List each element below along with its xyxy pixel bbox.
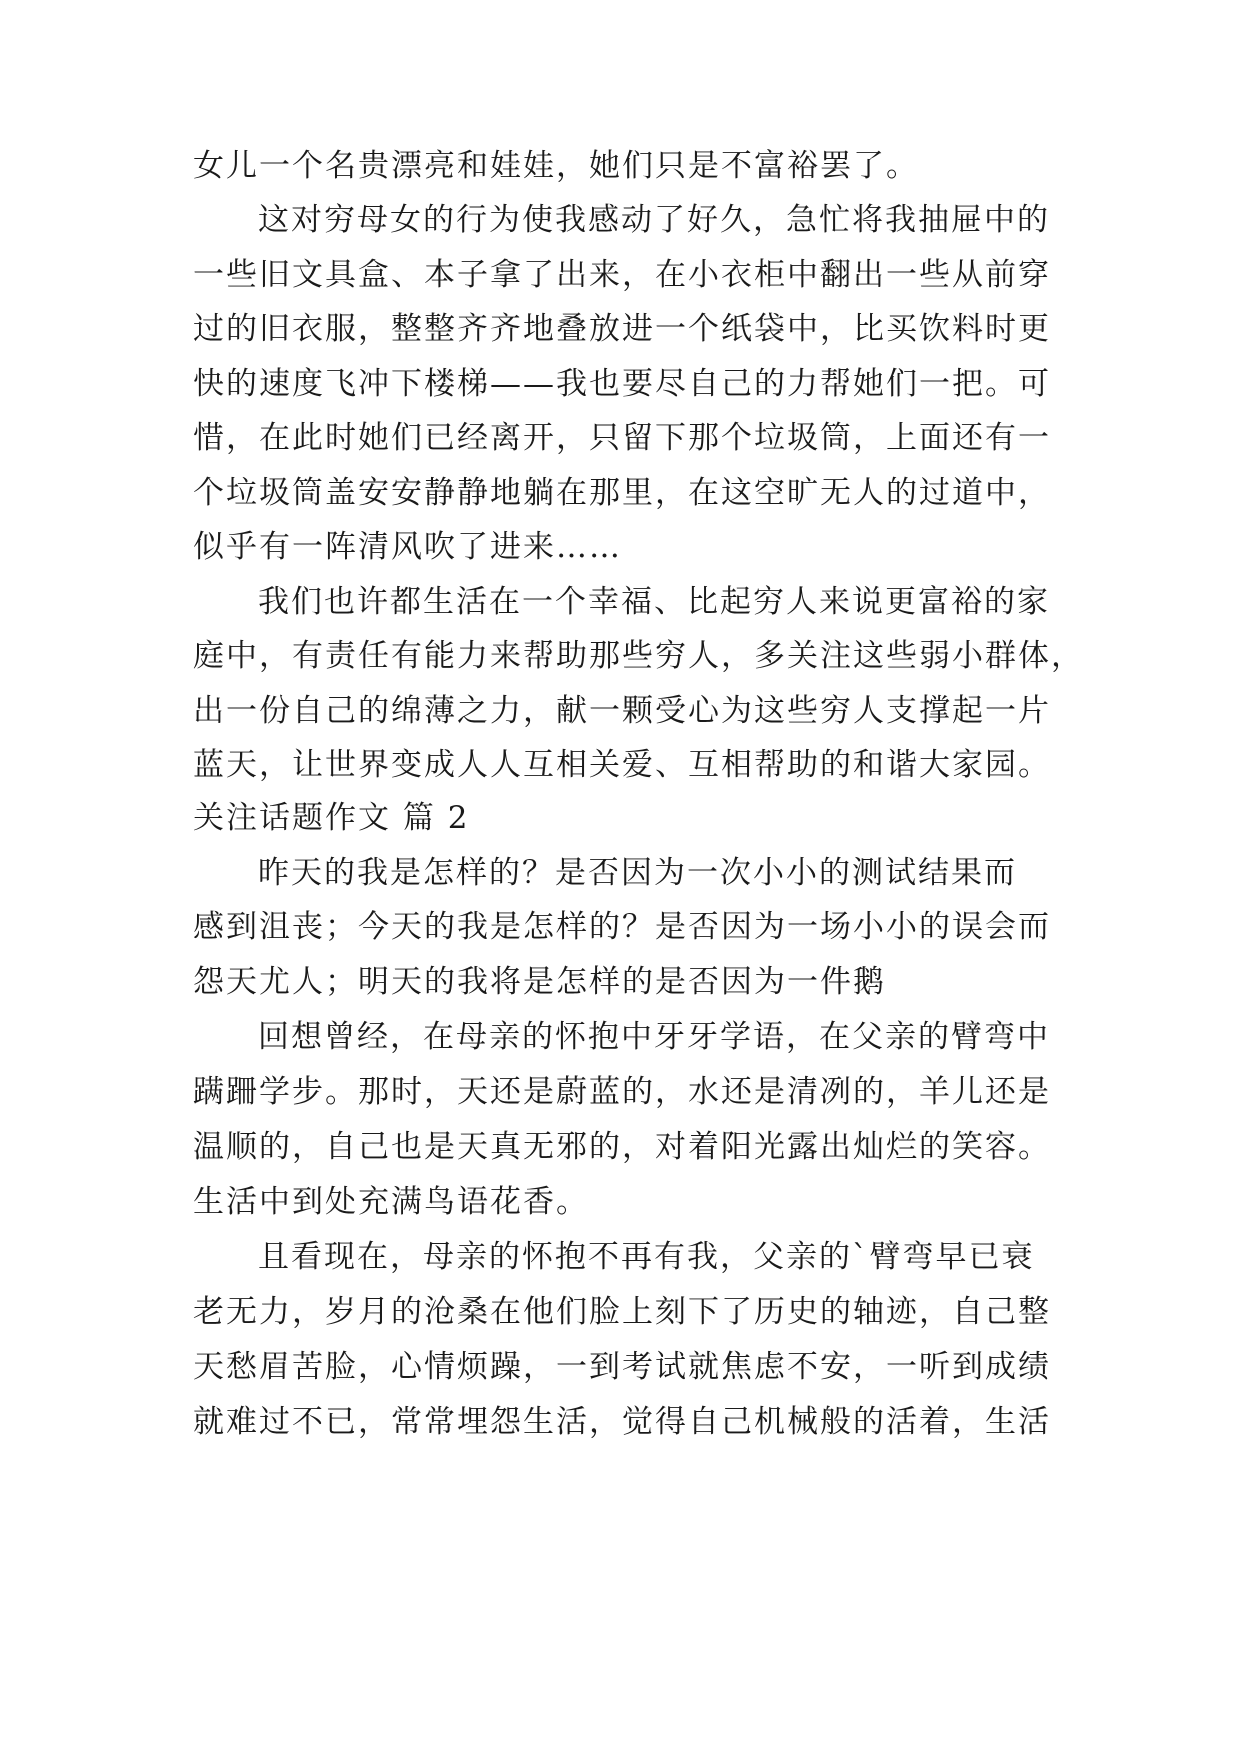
text-line: 庭中，有责任有能力来帮助那些穷人，多关注这些弱小群体， [193,638,1084,674]
text-line: 似乎有一阵清风吹了进来…… [193,529,622,565]
text-line: 怨天尤人；明天的我将是怎样的是否因为一件鹅 [193,964,886,1000]
text-line: 过的旧衣服，整整齐齐地叠放进一个纸袋中，比买饮料时更 [193,311,1051,347]
text-line: 生活中到处充满鸟语花香。 [193,1184,589,1220]
text-line: 就难过不已，常常埋怨生活，觉得自己机械般的活着，生活 [193,1404,1051,1440]
paragraph-start-line: 这对穷母女的行为使我感动了好久，急忙将我抽屉中的 [258,202,1050,238]
text-line: 蹒跚学步。那时，天还是蔚蓝的，水还是清冽的，羊儿还是 [193,1074,1051,1110]
paragraph-start-line: 我们也许都生活在一个幸福、比起穷人来说更富裕的家 [258,584,1050,620]
text-line: 天愁眉苦脸，心情烦躁，一到考试就焦虑不安，一听到成绩 [193,1349,1051,1385]
text-line: 出一份自己的绵薄之力，献一颗受心为这些穷人支撑起一片 [193,693,1051,729]
text-line: 老无力，岁月的沧桑在他们脸上刻下了历史的轴迹，自己整 [193,1294,1051,1330]
paragraph-start-line: 回想曾经，在母亲的怀抱中牙牙学语，在父亲的臂弯中 [258,1019,1050,1055]
text-line: 女儿一个名贵漂亮和娃娃，她们只是不富裕罢了。 [193,148,919,184]
text-line: 个垃圾筒盖安安静静地躺在那里，在这空旷无人的过道中， [193,475,1051,511]
text-line: 惜，在此时她们已经离开，只留下那个垃圾筒，上面还有一 [193,420,1051,456]
paragraph-start-line: 且看现在，母亲的怀抱不再有我，父亲的`臂弯早已衰 [258,1239,1035,1275]
text-line: 一些旧文具盒、本子拿了出来，在小衣柜中翻出一些从前穿 [193,257,1051,293]
text-line: 温顺的，自己也是天真无邪的，对着阳光露出灿烂的笑容。 [193,1129,1051,1165]
text-line: 感到沮丧；今天的我是怎样的？是否因为一场小小的误会而 [193,909,1051,945]
paragraph-start-line: 昨天的我是怎样的？是否因为一次小小的测试结果而 [258,855,1017,891]
text-line: 蓝天，让世界变成人人互相关爱、互相帮助的和谐大家园。 [193,747,1051,783]
text-line: 快的速度飞冲下楼梯——我也要尽自己的力帮她们一把。可 [193,366,1051,402]
section-heading: 关注话题作文 篇 2 [193,800,470,836]
